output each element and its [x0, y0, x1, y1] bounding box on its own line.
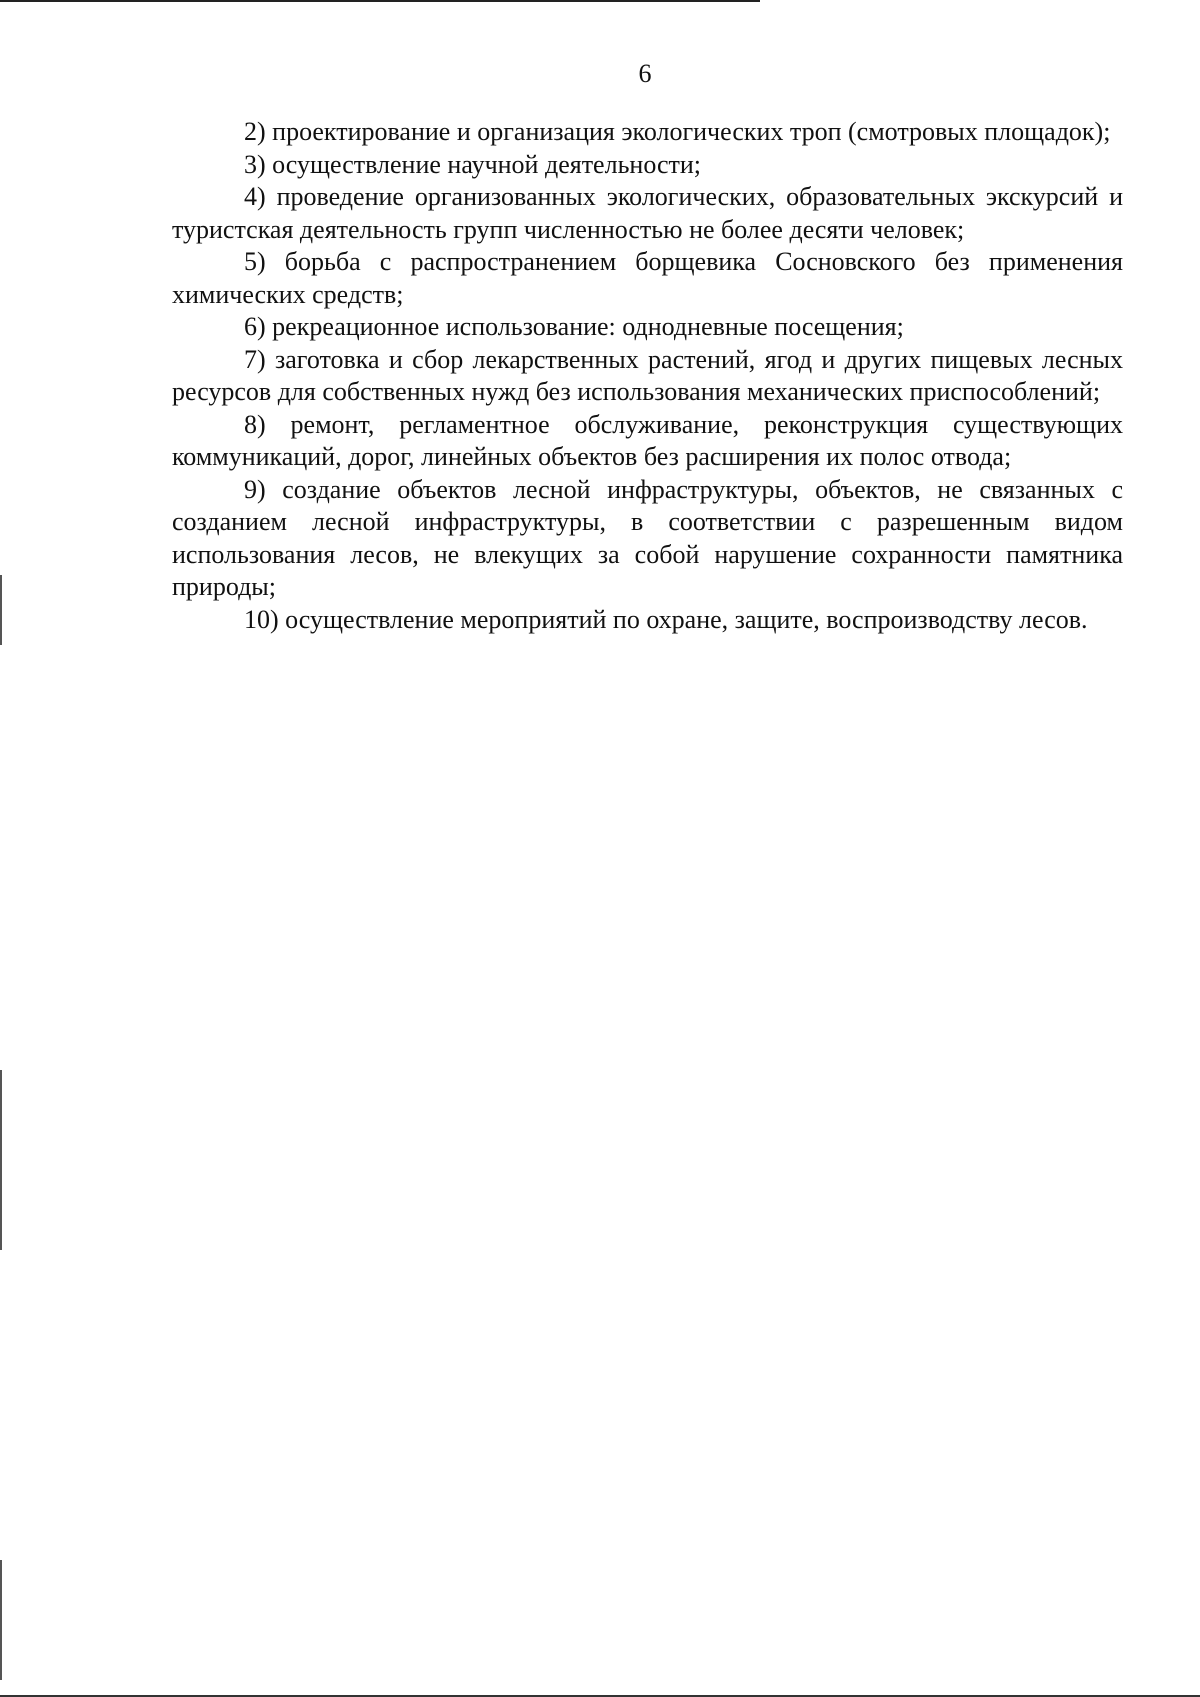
page-number: 6 [638, 59, 652, 88]
document-body [172, 116, 1123, 636]
list-item: 4) проведение организованных экологических, образовательных экскурсий и туристская деятельность групп численностью не более десяти человек; [172, 182, 1123, 244]
scan-edge-left [0, 1560, 2, 1680]
list-item: 9) создание объектов лесной инфраструктуры, объектов, не связанных с созданием лесной инфраструктуры, в соответствии с разрешенным видом использования лесов, не влекущих за собой нарушение сохранности памятника природы; [172, 474, 1123, 601]
scan-edge-left [0, 1070, 2, 1250]
list-item: 5) борьба с распространением борщевика Сосновского без применения химических средств; [172, 247, 1123, 309]
list-item: 10) осуществление мероприятий по охране, защите, воспроизводству лесов. [244, 604, 1088, 634]
list-item: 3) осуществление научной деятельности; [244, 149, 702, 179]
list-item: 6) рекреационное использование: однодневные посещения; [244, 312, 904, 341]
scan-edge-top [0, 0, 760, 2]
list-item: 2) проектирование и организация экологических троп (смотровых площадок); [244, 117, 1111, 146]
scan-edge-left [0, 575, 2, 645]
list-item: 8) ремонт, регламентное обслуживание, реконструкция существующих коммуникаций, дорог, линейных объектов без расширения их полос отвода; [172, 409, 1123, 471]
list-item: 7) заготовка и сбор лекарственных растений, ягод и других пищевых лесных ресурсов для собственных нужд без использования механических приспособлений; [172, 344, 1123, 406]
